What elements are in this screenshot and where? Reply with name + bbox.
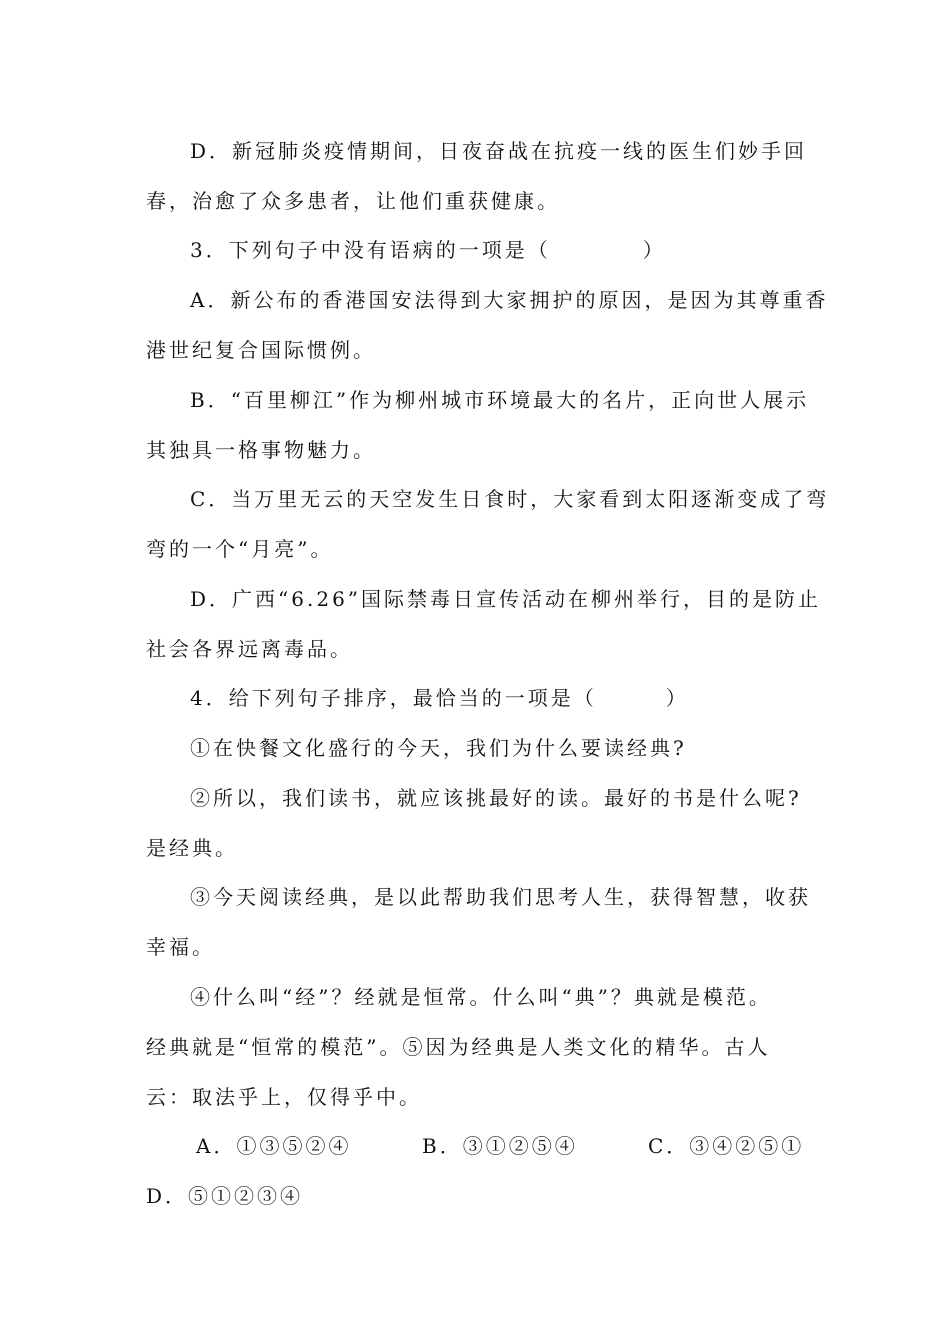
text-line: 是经典。 [146, 836, 238, 860]
text-line: A．新公布的香港国安法得到大家拥护的原因，是因为其尊重香 [190, 288, 829, 312]
option-a: A．①③⑤②④ [196, 1134, 352, 1158]
text-line: ①在快餐文化盛行的今天，我们为什么要读经典? [190, 736, 687, 760]
text-line: B．“百里柳江”作为柳州城市环境最大的名片，正向世人展示 [190, 388, 810, 412]
text-line: ④什么叫“经”？经就是恒常。什么叫“典”？典就是模范。 [190, 985, 772, 1009]
question-3-stem: 3．下列句子中没有语病的一项是（ ） [190, 238, 666, 262]
text-line: 其独具一格事物魅力。 [146, 438, 376, 462]
question-4-stem: 4．给下列句子排序，最恰当的一项是（ ） [190, 686, 689, 710]
text-line: 春，治愈了众多患者，让他们重获健康。 [146, 189, 560, 213]
text-line: D．新冠肺炎疫情期间，日夜奋战在抗疫一线的医生们妙手回 [190, 139, 808, 163]
option-b: B．③①②⑤④ [422, 1134, 578, 1158]
text-line: D．广西“6.26”国际禁毒日宣传活动在柳州举行，目的是防止 [190, 587, 822, 611]
text-line: 港世纪复合国际惯例。 [146, 338, 376, 362]
option-d: D．⑤①②③④ [146, 1184, 304, 1208]
text-line: C．当万里无云的天空发生日食时，大家看到太阳逐渐变成了弯 [190, 487, 830, 511]
text-line: ②所以，我们读书，就应该挑最好的读。最好的书是什么呢? [190, 786, 802, 810]
text-line: 幸福。 [146, 935, 215, 959]
option-c: C．③④②⑤① [648, 1134, 805, 1158]
text-line: 社会各界远离毒品。 [146, 637, 353, 661]
text-line: 弯的一个“月亮”。 [146, 537, 334, 561]
text-line: 经典就是“恒常的模范”。⑤因为经典是人类文化的精华。古人 [146, 1035, 771, 1059]
text-line: 云：取法乎上，仅得乎中。 [146, 1085, 422, 1109]
text-line: ③今天阅读经典，是以此帮助我们思考人生，获得智慧，收获 [190, 885, 811, 909]
